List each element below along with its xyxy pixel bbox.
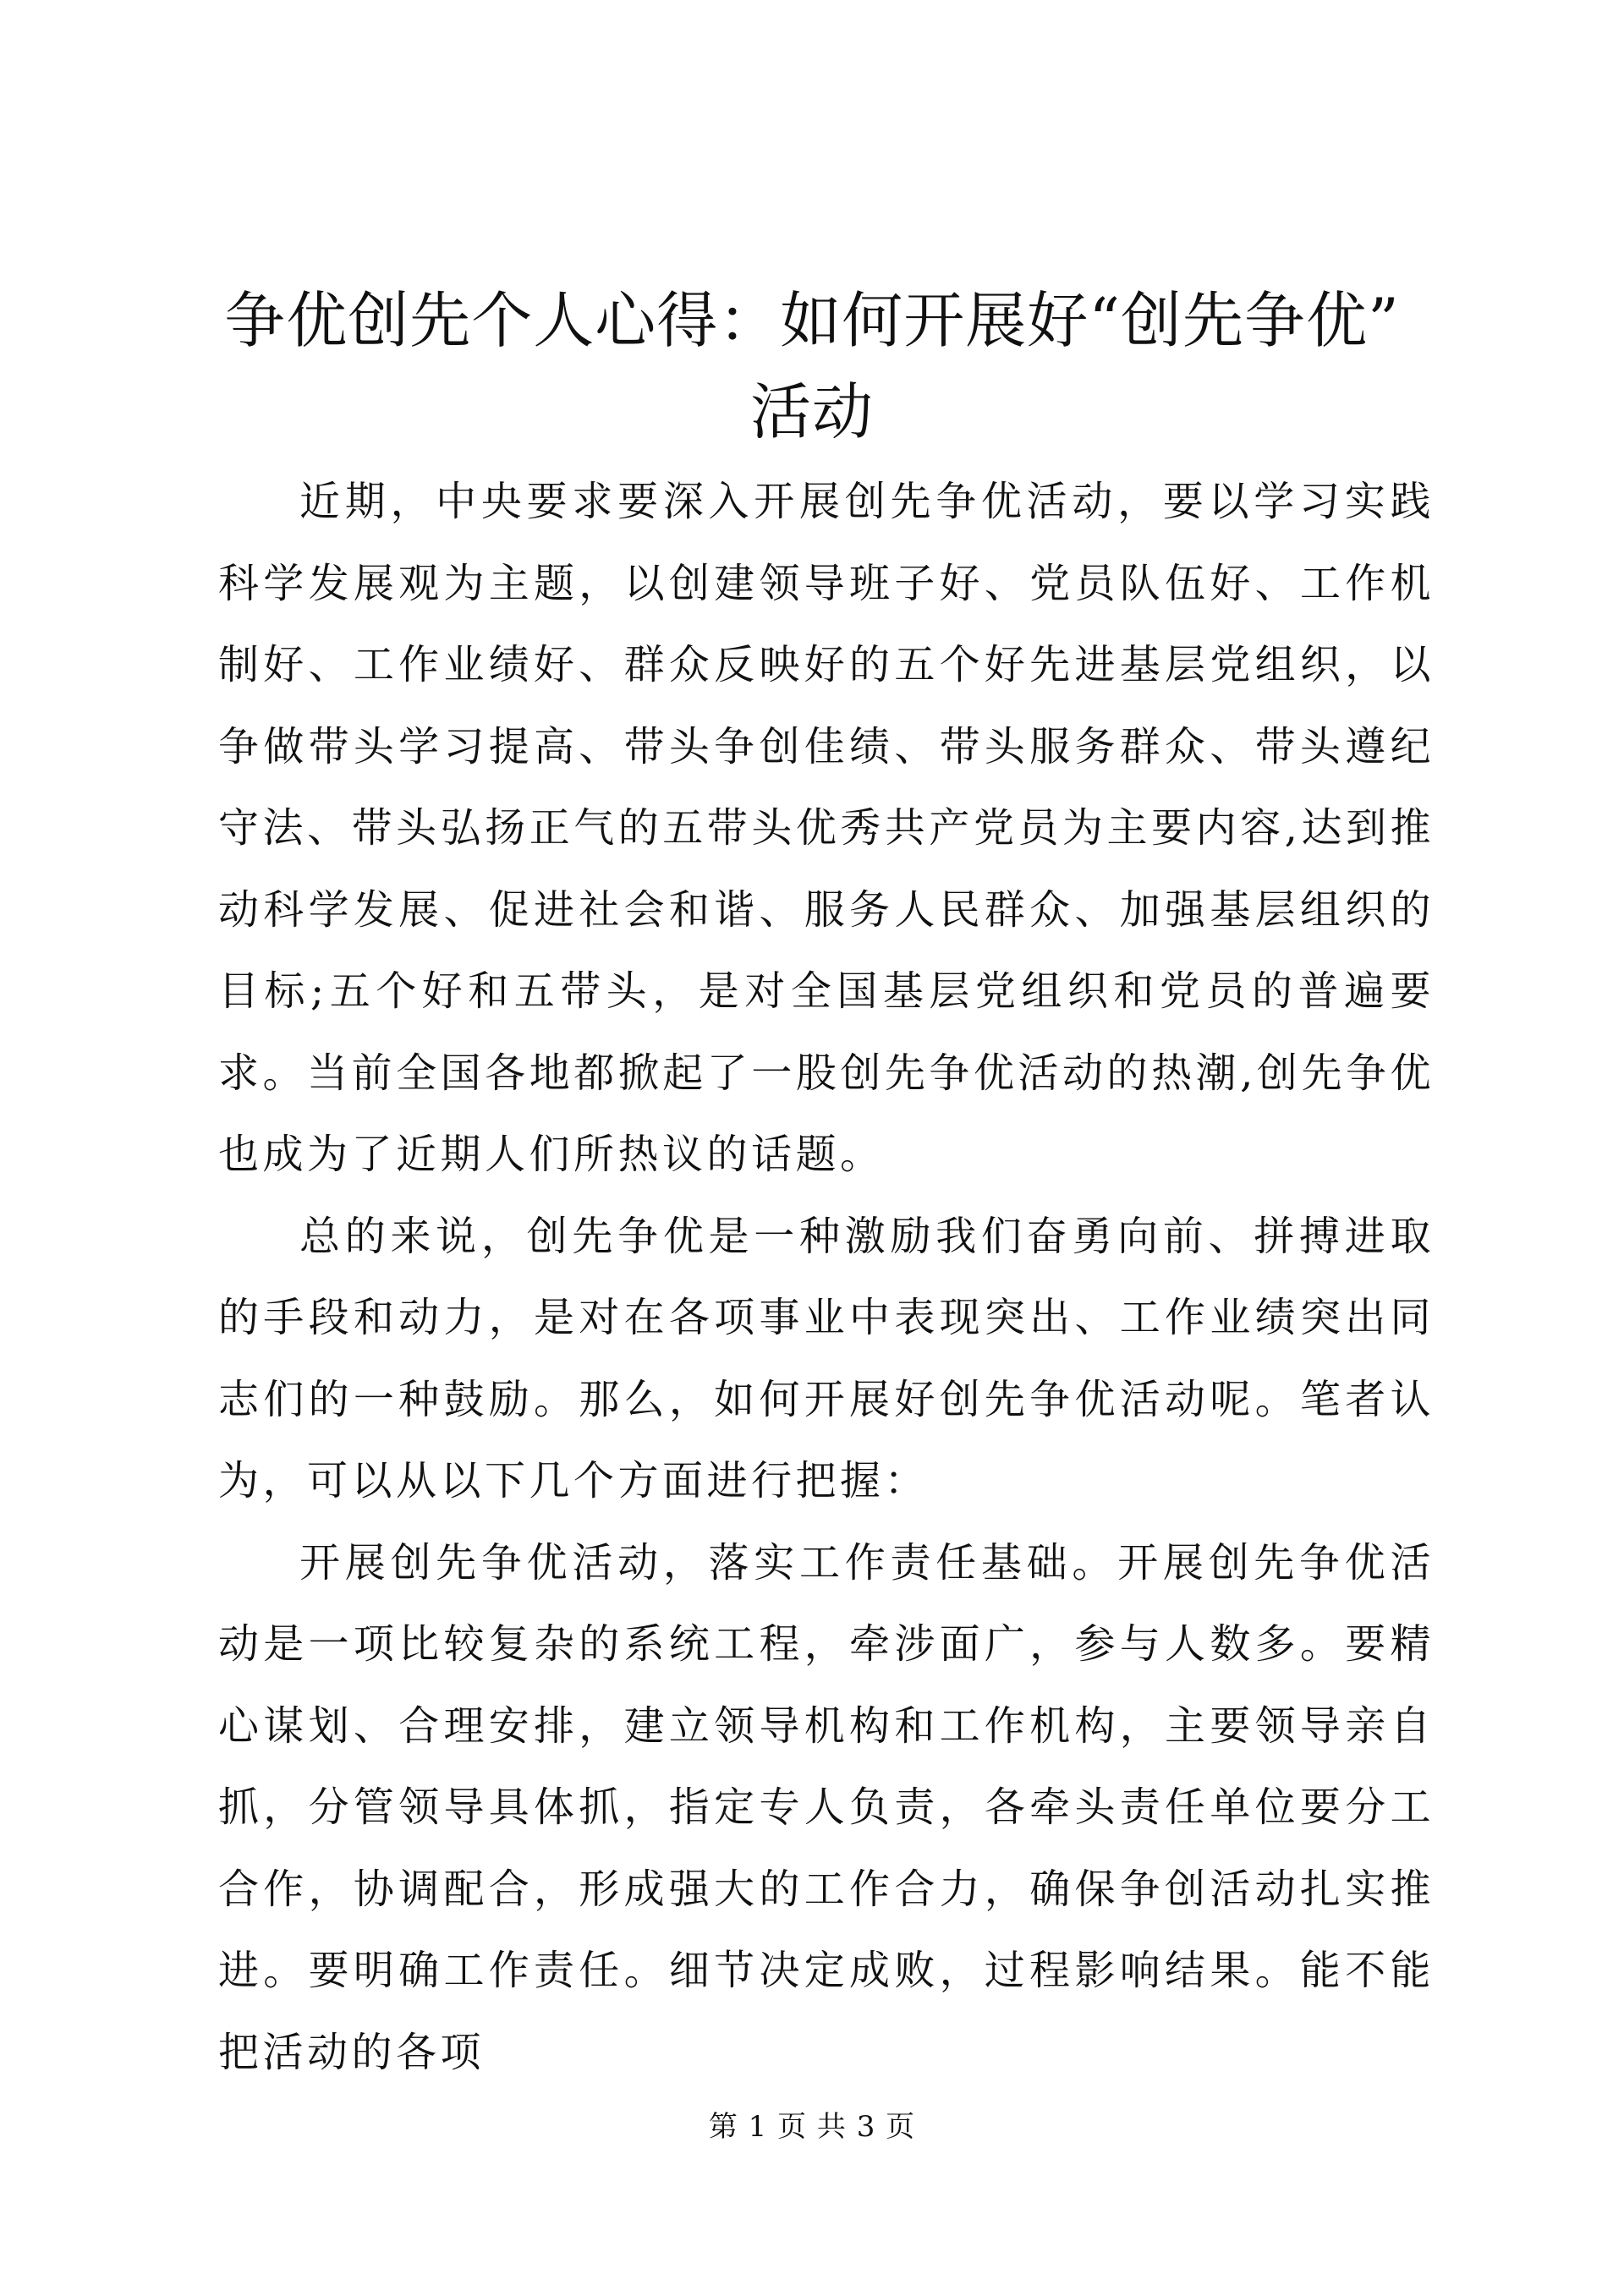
title-line-1: 争优创先个人心得：如何开展好“创先争优” <box>224 285 1400 356</box>
paragraph-1: 近期，中央要求要深入开展创先争优活动，要以学习实践科学发展观为主题，以创建领导班子好、党员队伍好、工作机制好、工作业绩好、群众反映好的五个好先进基层党组织，以争做带头学习提高、带头争创佳绩、带头服务群众、带头遵纪守法、带头弘扬正气的五带头优秀共产党员为主要内容,达到推动科学发展、促进社会和谐、服务人民群众、加强基层组织的目标;五个好和五带头，是对全国基层党组织和党员的普遍要求。当前全国各地都掀起了一股创先争优活动的热潮,创先争优也成为了近期人们所热议的话题。 <box>218 478 1435 1178</box>
title-line-2: 活动 <box>749 376 874 447</box>
paragraph-3: 开展创先争优活动，落实工作责任基础。开展创先争优活动是一项比较复杂的系统工程，牵涉面广，参与人数多。要精心谋划、合理安排，建立领导机构和工作机构，主要领导亲自抓，分管领导具体抓，指定专人负责，各牵头责任单位要分工合作，协调配合，形成强大的工作合力，确保争创活动扎实推进。要明确工作责任。细节决定成败，过程影响结果。能不能把活动的各项 <box>218 1538 1435 2076</box>
page-number-footer: 第 1 页 共 3 页 <box>708 2110 916 2144</box>
document-body <box>218 461 1435 2093</box>
paragraph-2: 总的来说，创先争优是一种激励我们奋勇向前、拼搏进取的手段和动力，是对在各项事业中表现突出、工作业绩突出同志们的一种鼓励。那么，如何开展好创先争优活动呢。笔者认为，可以从以下几个方面进行把握： <box>218 1212 1435 1504</box>
document-title <box>195 275 1429 458</box>
